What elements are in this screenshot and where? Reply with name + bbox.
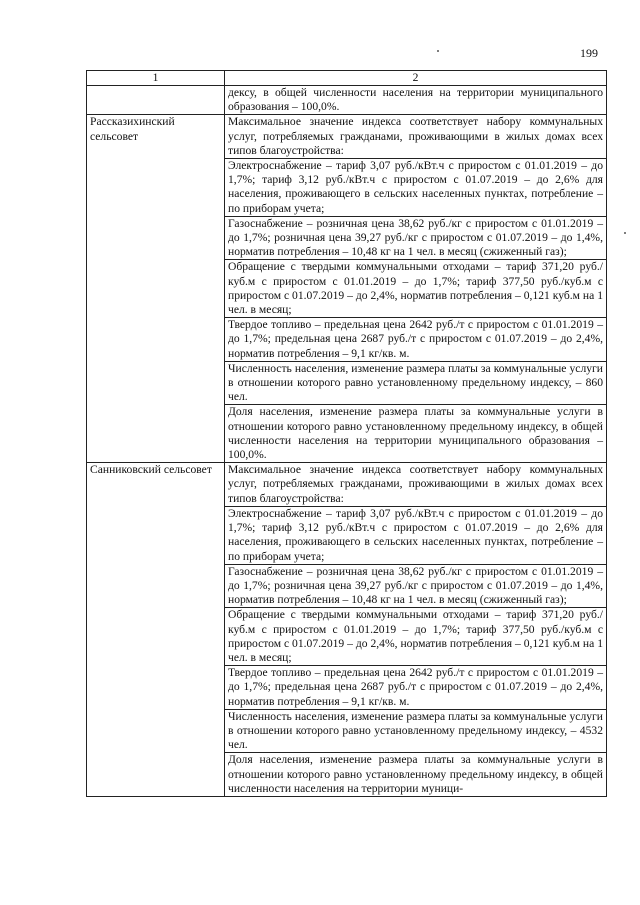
description-cell	[225, 463, 607, 797]
page-number: 199	[580, 46, 598, 60]
scan-speck	[624, 232, 626, 234]
continuation-cell	[225, 86, 607, 115]
municipality-name: Санниковский сельсовет	[90, 463, 212, 477]
description-paragraph: Доля населения, изменение размера платы за коммунальные услуги в отношении которого равно установленному предельному индексу, в общей численности населения на территории муници-	[228, 753, 603, 795]
continuation-paragraph: дексу, в общей численности населения на территории муниципального образования – 100,0%.	[228, 86, 603, 114]
description-paragraph: Максимальное значение индекса соответствует набору коммунальных услуг, потребляемых гражданами, проживающими в жилых домах всех типов благоустройства:	[225, 115, 606, 159]
description-paragraph: Электроснабжение – тариф 3,07 руб./кВт.ч с приростом с 01.01.2019 – до 1,7%; тариф 3,12 руб./кВт.ч с приростом с 01.07.2019 – до 2,6% для населения, проживающего в сельских населенных пунктах, потребление – по приборам учета;	[225, 507, 606, 565]
scan-speck	[437, 50, 439, 52]
table-header-row	[87, 71, 607, 86]
description-cell	[225, 115, 607, 463]
header-col-1: 1	[87, 71, 225, 86]
table-row	[87, 463, 607, 797]
header-col-2: 2	[225, 71, 607, 86]
municipality-name-cell	[87, 115, 225, 463]
description-paragraph: Твердое топливо – предельная цена 2642 руб./т с приростом с 01.01.2019 – до 1,7%; предельная цена 2687 руб./т с приростом с 01.07.2019 – до 2,4%, норматив потребления – 9,1 кг/кв. м.	[225, 318, 606, 362]
description-paragraph: Твердое топливо – предельная цена 2642 руб./т с приростом с 01.01.2019 – до 1,7%; предельная цена 2687 руб./т с приростом с 01.07.2019 – до 2,4%, норматив потребления – 9,1 кг/кв. м.	[225, 666, 606, 710]
empty-cell	[87, 86, 225, 115]
description-paragraph: Электроснабжение – тариф 3,07 руб./кВт.ч с приростом с 01.01.2019 – до 1,7%; тариф 3,12 руб./кВт.ч с приростом с 01.07.2019 – до 2,6% для населения, проживающего в сельских населенных пунктах, потребление – по приборам учета;	[225, 159, 606, 217]
municipality-name: Рассказихинский сельсовет	[90, 115, 175, 143]
description-paragraph: Максимальное значение индекса соответствует набору коммунальных услуг, потребляемых гражданами, проживающими в жилых домах всех типов благоустройства:	[225, 463, 606, 507]
description-paragraph: Обращение с твердыми коммунальными отходами – тариф 371,20 руб./куб.м с приростом с 01.01.2019 – до 1,7%; тариф 377,50 руб./куб.м с приростом с 01.07.2019 – до 2,4%, норматив потребления – 0,121 куб.м на 1 чел. в месяц;	[225, 608, 606, 666]
description-paragraph: Доля населения, изменение размера платы за коммунальные услуги в отношении которого равно установленному предельному индексу, в общей численности населения на территории муниципального образования – 100,0%.	[228, 405, 603, 462]
municipality-name-cell	[87, 463, 225, 797]
description-paragraph: Численность населения, изменение размера платы за коммунальные услуги в отношении которого равно установленному предельному индексу, – 4532 чел.	[225, 710, 606, 754]
description-paragraph: Численность населения, изменение размера платы за коммунальные услуги в отношении которого равно установленному предельному индексу, – 860 чел.	[225, 362, 606, 406]
continuation-row	[87, 86, 607, 115]
description-paragraph: Газоснабжение – розничная цена 38,62 руб./кг с приростом с 01.01.2019 – до 1,7%; розничная цена 39,27 руб./кг с приростом с 01.07.2019 – до 1,4%, норматив потребления – 10,48 кг на 1 чел. в месяц (сжиженный газ);	[225, 565, 606, 609]
description-paragraph: Газоснабжение – розничная цена 38,62 руб./кг с приростом с 01.01.2019 – до 1,7%; розничная цена 39,27 руб./кг с приростом с 01.07.2019 – до 1,4%, норматив потребления – 10,48 кг на 1 чел. в месяц (сжиженный газ);	[225, 217, 606, 261]
document-table	[86, 70, 607, 797]
description-paragraph: Обращение с твердыми коммунальными отходами – тариф 371,20 руб./куб.м с приростом с 01.01.2019 – до 1,7%; тариф 377,50 руб./куб.м с приростом с 01.07.2019 – до 2,4%, норматив потребления – 0,121 куб.м на 1 чел. в месяц;	[225, 260, 606, 318]
table-row	[87, 115, 607, 463]
